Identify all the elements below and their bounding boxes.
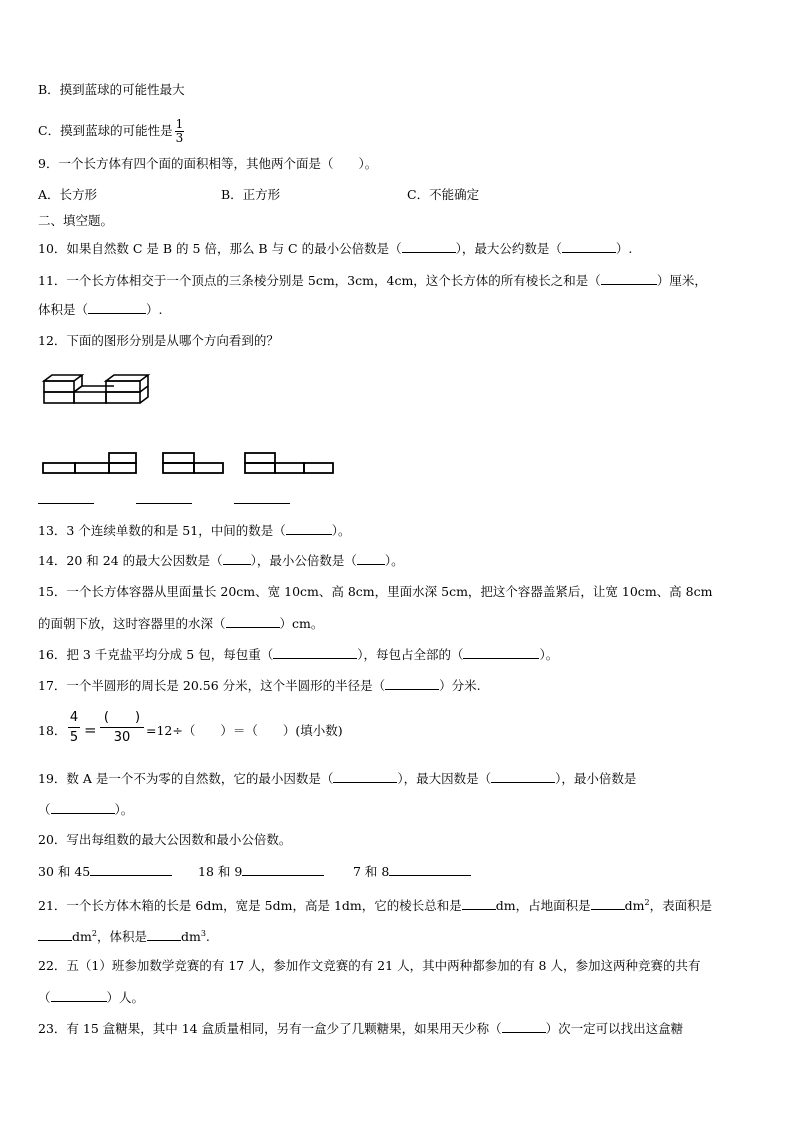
q15-text-end: ）cm。 bbox=[279, 616, 324, 631]
fraction-numerator: ( ) bbox=[100, 708, 144, 728]
fraction-denominator: 5 bbox=[69, 730, 79, 745]
q13-text-end: ）。 bbox=[331, 523, 351, 538]
answer-blank[interactable] bbox=[90, 862, 172, 876]
answer-blank[interactable] bbox=[147, 927, 181, 941]
view-top bbox=[242, 452, 336, 476]
answer-blank[interactable] bbox=[562, 239, 616, 253]
q21-text-b: dm，占地面积是 bbox=[495, 898, 591, 914]
q19-line1 bbox=[38, 769, 636, 788]
q19-text-2-end: ）。 bbox=[114, 802, 134, 817]
q19-text-end: ），最小倍数是 bbox=[555, 771, 637, 786]
q21-unit-2: dm bbox=[72, 929, 92, 945]
answer-blank[interactable] bbox=[223, 551, 251, 565]
q19-text-mid: ），最大因数是（ bbox=[397, 771, 492, 786]
q10-text-mid: ），最大公约数是（ bbox=[455, 241, 562, 256]
q9-text: 9．一个长方体有四个面的面积相等，其他两个面是（ ）。 bbox=[38, 156, 378, 171]
q15-line2 bbox=[38, 614, 323, 633]
q16-text-end: ）。 bbox=[539, 647, 559, 662]
answer-blank[interactable] bbox=[234, 503, 290, 504]
q22-line2 bbox=[38, 988, 144, 1007]
q18-label: 18． bbox=[38, 723, 67, 738]
q16-text: 16．把 3 千克盐平均分成 5 包，每包重（ bbox=[38, 647, 274, 662]
answer-blank[interactable] bbox=[286, 521, 332, 535]
answer-blank[interactable] bbox=[462, 896, 496, 910]
q21-text: 21．一个长方体木箱的长是 6dm，宽是 5dm，高是 1dm，它的棱长总和是 bbox=[38, 898, 462, 914]
q11-text-end: ）厘米， bbox=[656, 273, 707, 288]
q11-text-2-end: ）. bbox=[146, 302, 163, 317]
fraction-numerator: 4 bbox=[68, 708, 80, 728]
q21-unit-sup: 2 bbox=[644, 898, 650, 907]
q21-text-d: ，表面积是 bbox=[649, 898, 713, 914]
q16-line bbox=[38, 645, 558, 664]
answer-blank[interactable] bbox=[88, 300, 146, 314]
q21-unit-3: dm bbox=[180, 929, 201, 945]
q23-line bbox=[38, 1019, 683, 1038]
q20-text: 20．写出每组数的最大公因数和最小公倍数。 bbox=[38, 832, 292, 847]
q20-item-2 bbox=[198, 862, 324, 881]
answer-blank[interactable] bbox=[51, 800, 115, 814]
q19-line2 bbox=[38, 800, 133, 819]
q20-pair-3: 7 和 8 bbox=[353, 864, 390, 879]
answer-blank[interactable] bbox=[385, 676, 439, 690]
answer-blank[interactable] bbox=[136, 503, 192, 504]
answer-blank[interactable] bbox=[591, 896, 625, 910]
answer-blank[interactable] bbox=[601, 271, 657, 285]
q9-option-c: C．不能确定 bbox=[407, 187, 480, 202]
q21-text-2b: ，体积是 bbox=[96, 929, 147, 945]
q10-line bbox=[38, 239, 632, 258]
q9-option-a: A．长方形 bbox=[38, 187, 98, 202]
view-side bbox=[160, 452, 226, 476]
answer-blank[interactable] bbox=[463, 645, 539, 659]
answer-blank[interactable] bbox=[357, 551, 385, 565]
q20-pair-2: 18 和 9 bbox=[198, 864, 243, 879]
answer-blank[interactable] bbox=[242, 862, 324, 876]
q8-option-b: B．摸到蓝球的可能性最大 bbox=[38, 82, 185, 97]
q10-text-end: ）. bbox=[615, 241, 633, 256]
q11-line2 bbox=[38, 300, 163, 319]
q22-text: （ bbox=[38, 990, 51, 1005]
cube-figure bbox=[40, 372, 158, 406]
answer-blank[interactable] bbox=[389, 862, 471, 876]
q18-equals: = bbox=[84, 721, 97, 739]
q21-unit-3-sup: 3 bbox=[200, 929, 206, 938]
q8-fraction bbox=[175, 118, 185, 145]
answer-blank[interactable] bbox=[226, 614, 280, 628]
answer-blank[interactable] bbox=[38, 503, 94, 504]
q19-text: 19．数 A 是一个不为零的自然数，它的最小因数是（ bbox=[38, 771, 334, 786]
q19-text-2: （ bbox=[38, 802, 51, 817]
q17-line bbox=[38, 676, 481, 695]
fraction-numerator: 1 bbox=[175, 117, 184, 131]
q17-text: 17．一个半圆形的周长是 20.56 分米，这个半圆形的半径是（ bbox=[38, 678, 386, 693]
q20-pair-1: 30 和 45 bbox=[38, 864, 91, 879]
view-front bbox=[40, 452, 140, 476]
q11-text-2: 体积是（ bbox=[38, 302, 89, 317]
q13-text: 13．3 个连续单数的和是 51，中间的数是（ bbox=[38, 523, 286, 538]
answer-blank[interactable] bbox=[491, 769, 555, 783]
section-heading: 二、填空题。 bbox=[38, 213, 114, 228]
answer-blank[interactable] bbox=[333, 769, 397, 783]
q22-text-end: ）人。 bbox=[106, 990, 145, 1005]
q21-line2 bbox=[38, 925, 210, 946]
fraction-denominator: 3 bbox=[175, 131, 184, 145]
q21-unit: dm bbox=[624, 898, 645, 914]
q15-line1: 15．一个长方体容器从里面量长 20cm、宽 10cm、高 8cm，里面水深 5cm，把这个容器盖紧后，让宽 10cm、高 8cm bbox=[38, 584, 713, 599]
q12-text: 12．下面的图形分别是从哪个方向看到的？ bbox=[38, 333, 279, 348]
q14-text: 14．20 和 24 的最大公因数是（ bbox=[38, 553, 223, 568]
q9-option-b: B．正方形 bbox=[221, 187, 281, 202]
q18-fraction-1 bbox=[68, 708, 80, 747]
q11-line1 bbox=[38, 271, 707, 290]
q20-item-1 bbox=[38, 862, 172, 881]
q23-text-end: ）次一定可以找出这盒糖 bbox=[545, 1021, 684, 1036]
q17-text-end: ）分米. bbox=[439, 678, 481, 693]
fraction-denominator: 30 bbox=[113, 730, 131, 745]
q20-item-3 bbox=[353, 862, 471, 881]
q22-line1: 22．五（1）班参加数学竞赛的有 17 人，参加作文竞赛的有 21 人，其中两种都参加的有 8 人，参加这两种竞赛的共有 bbox=[38, 958, 701, 973]
q21-unit-2-sup: 2 bbox=[91, 929, 97, 938]
q11-text: 11．一个长方体相交于一个顶点的三条棱分别是 5cm，3cm，4cm，这个长方体的所有棱长之和是（ bbox=[38, 273, 601, 288]
q13-line bbox=[38, 521, 350, 540]
q14-text-end: ）。 bbox=[384, 553, 404, 568]
answer-blank[interactable] bbox=[273, 645, 357, 659]
q18-fraction-2 bbox=[100, 708, 144, 747]
q18-text: =12÷（ ）＝（ ）(填小数) bbox=[146, 723, 343, 738]
q8-option-c bbox=[38, 118, 184, 145]
q16-text-mid: ），每包占全部的（ bbox=[357, 647, 464, 662]
answer-blank[interactable] bbox=[402, 239, 456, 253]
q10-text: 10．如果自然数 C 是 B 的 5 倍，那么 B 与 C 的最小公倍数是（ bbox=[38, 241, 402, 256]
q23-text: 23．有 15 盒糖果，其中 14 盒质量相同，另有一盒少了几颗糖果，如果用天少称（ bbox=[38, 1021, 502, 1036]
q15-text: 的面朝下放，这时容器里的水深（ bbox=[38, 616, 226, 631]
q14-line bbox=[38, 551, 404, 570]
q8-option-c-text: C．摸到蓝球的可能性是 bbox=[38, 123, 173, 138]
q21-line1 bbox=[38, 894, 712, 915]
answer-blank[interactable] bbox=[51, 988, 107, 1002]
q21-text-2d: . bbox=[205, 929, 210, 945]
answer-blank[interactable] bbox=[38, 927, 72, 941]
answer-blank[interactable] bbox=[502, 1019, 546, 1033]
q14-text-mid: ），最小公倍数是（ bbox=[250, 553, 357, 568]
